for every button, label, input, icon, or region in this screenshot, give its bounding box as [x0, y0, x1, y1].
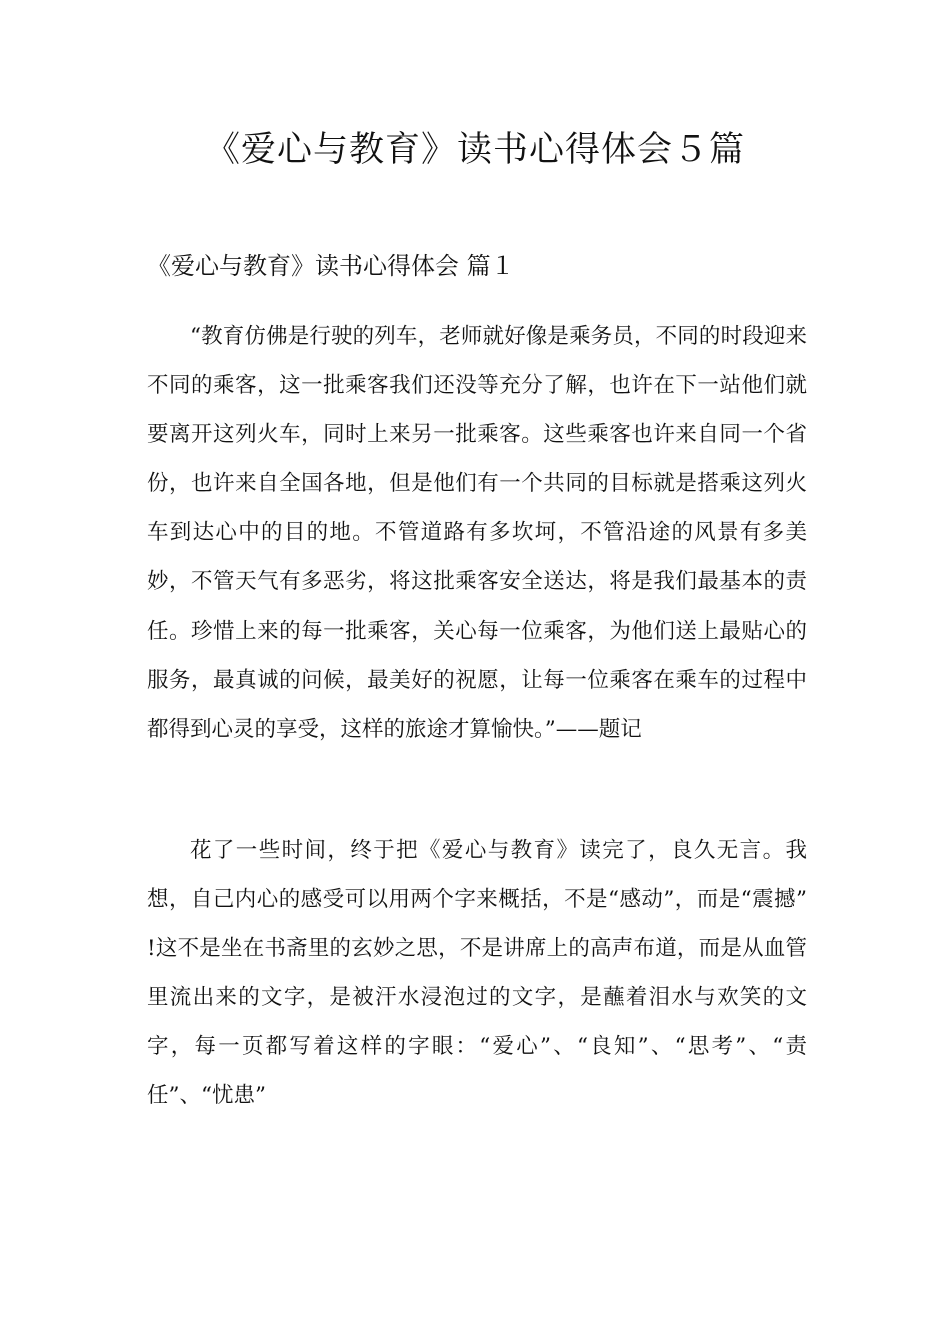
- document-title: 《爱心与教育》读书心得体会５篇: [204, 130, 745, 170]
- section-heading: 《爱心与教育》读书心得体会 篇１: [147, 252, 515, 280]
- paragraph-body: 花了一些时间，终于把《爱心与教育》读完了，良久无言。我想，自己内心的感受可以用两个字来概括，不是“感动”，而是“震撼” !这不是坐在书斋里的玄妙之思，不是讲席上的高声布道，而是从血管里流出来的文字，是被汗水浸泡过的文字，是蘸着泪水与欢笑的文字，每一页都写着这样的字眼：“爱心”、“良知”、“思考”、“责任”、“忧患”: [147, 838, 807, 1109]
- paragraph-epigraph: “教育仿佛是行驶的列车，老师就好像是乘务员，不同的时段迎来不同的乘客，这一批乘客我们还没等充分了解，也许在下一站他们就要离开这列火车，同时上来另一批乘客。这些乘客也许来自同一个省份，也许来自全国各地，但是他们有一个共同的目标就是搭乘这列火车到达心中的目的地。不管道路有多坎坷，不管沿途的风景有多美妙，不管天气有多恶劣，将这批乘客安全送达，将是我们最基本的责任。珍惜上来的每一批乘客，关心每一位乘客，为他们送上最贴心的服务，最真诚的问候，最美好的祝愿，让每一位乘客在乘车的过程中都得到心灵的享受，这样的旅途才算愉快。”——题记: [147, 324, 807, 742]
